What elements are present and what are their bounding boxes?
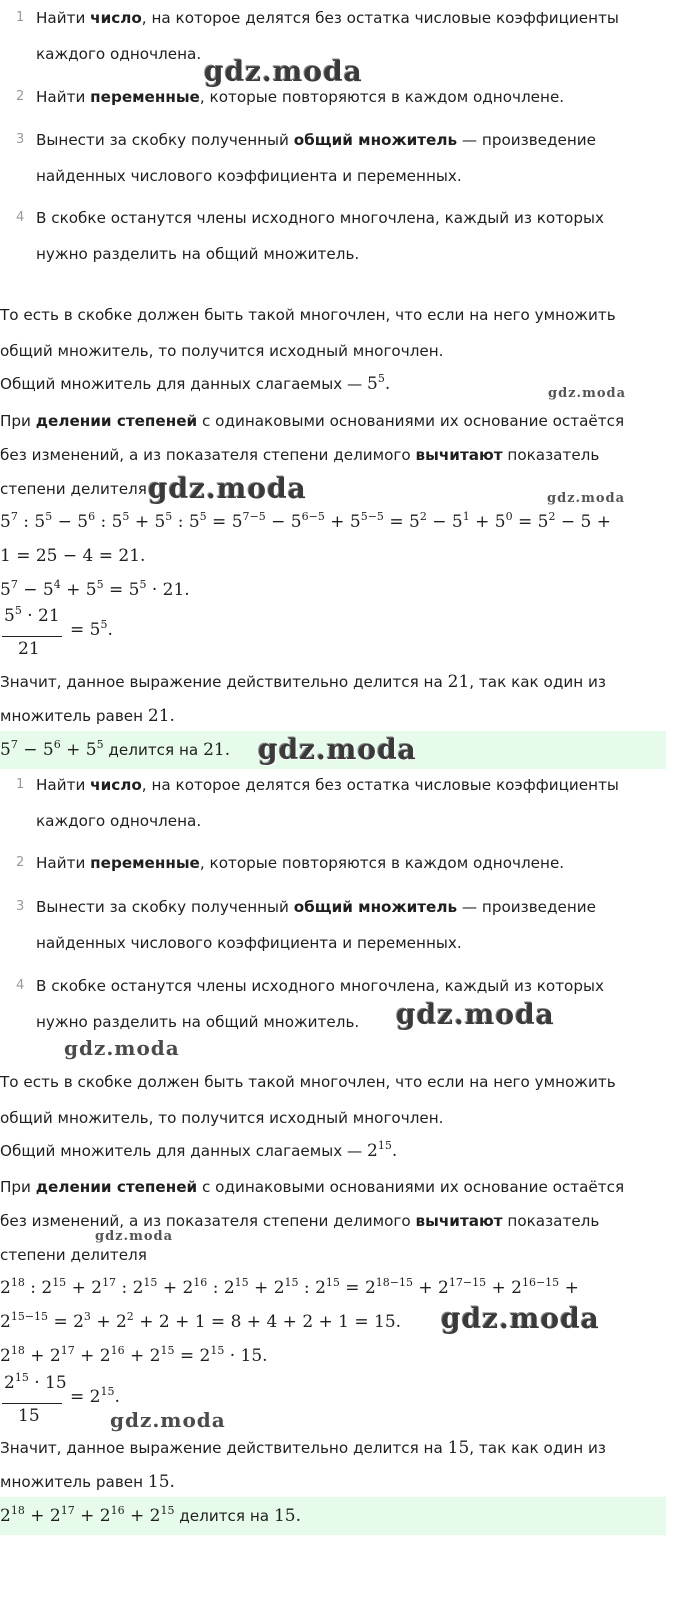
explanation-line: То есть в скобке должен быть такой многочлен, что если на него умножить: [0, 1073, 616, 1091]
common-factor-line: [0, 1141, 397, 1161]
divisor-value: 15.: [147, 1472, 175, 1492]
step-4: [16, 200, 656, 272]
step-text: Найти: [36, 9, 91, 27]
step-4: [16, 968, 656, 1040]
answer-text: делится на: [103, 741, 204, 759]
watermark-logo: gdz.moda: [204, 55, 363, 88]
conclusion-line: [0, 1472, 175, 1492]
conclusion-line: [0, 1438, 606, 1458]
rule-text: с одинаковыми основаниями их основание остаётся: [197, 1178, 625, 1196]
step-number: 2: [16, 89, 25, 104]
fraction-check: $5^5 \cdot 21$ 21 = $5^5$.: [4, 604, 113, 659]
step-bold: переменные: [90, 854, 200, 872]
step-number: 1: [16, 777, 25, 792]
divisor-value: 21.: [147, 706, 175, 726]
step-text: Найти: [36, 854, 91, 872]
watermark-logo: gdz.moda: [396, 998, 555, 1031]
watermark-logo: gdz.moda: [64, 1036, 180, 1060]
step-text: , которые повторяются в каждом одночлене.: [199, 88, 565, 106]
common-factor-value: $2^{15}$.: [367, 1139, 398, 1161]
step-text: В скобке останутся члены исходного многочлена, каждый из которых: [36, 977, 604, 995]
step-text: Вынести за скобку полученный: [36, 131, 294, 149]
step-text: Найти: [36, 88, 91, 106]
watermark-logo: gdz.moda: [548, 386, 627, 401]
step-text: найденных числового коэффициента и переменных.: [36, 167, 462, 185]
factored-expression: $2^{18} + 2^{17} + 2^{16} + 2^{15} = 2^{15} \cdot 15$.: [0, 1344, 268, 1366]
rule-bold: вычитают: [415, 1212, 503, 1230]
step-text: , которые повторяются в каждом одночлене.: [199, 854, 565, 872]
watermark-logo: gdz.moda: [441, 1302, 600, 1335]
step-bold: число: [90, 9, 142, 27]
conclusion-text: , так как один из: [469, 673, 606, 691]
explanation-line: общий множитель, то получится исходный многочлен.: [0, 342, 444, 360]
explanation-line: То есть в скобке должен быть такой многочлен, что если на него умножить: [0, 306, 616, 324]
step-number: 3: [16, 132, 25, 147]
watermark-logo: gdz.moda: [148, 472, 307, 505]
answer-box-2: [0, 1497, 666, 1535]
step-bold: переменные: [90, 88, 200, 106]
answer-divisor: 21.: [203, 740, 231, 760]
step-1: [16, 767, 656, 839]
step-text: — произведение: [457, 898, 597, 916]
step-number: 1: [16, 10, 25, 25]
fraction-check: $2^{15} \cdot 15$ 15 = $2^{15}$.: [4, 1371, 120, 1426]
explanation-line: общий множитель, то получится исходный многочлен.: [0, 1109, 444, 1127]
common-factor-label: Общий множитель для данных слагаемых —: [0, 375, 368, 393]
division-rule-line: [0, 1178, 624, 1196]
answer-expression: $2^{18} + 2^{17} + 2^{16} + 2^{15}$: [0, 1504, 175, 1526]
rule-text: показатель: [502, 446, 600, 464]
conclusion-text: , так как один из: [469, 1439, 606, 1457]
watermark-logo: gdz.moda: [258, 733, 417, 766]
step-3: [16, 122, 656, 194]
computation-line: $2^{15-15} = 2^3 + 2^2 + 2 + 1 = 8 + 4 + 2 + 1 = 15$.: [0, 1310, 402, 1332]
step-text: , на которое делятся без остатка числовые коэффициенты: [141, 776, 619, 794]
rule-text: без изменений, а из показателя степени делимого: [0, 446, 416, 464]
watermark-logo: gdz.moda: [110, 1408, 226, 1432]
rule-bold: делении степеней: [35, 1178, 198, 1196]
divisor-value: 15: [447, 1438, 470, 1458]
common-factor-line: [0, 374, 390, 394]
computation-line: $2^{18}$ : $2^{15} + 2^{17}$ : $2^{15} + 2^{16}$ : $2^{15} + 2^{15}$ : $2^{15} = 2^{18-15} + 2^{17-15} + 2^{16-15}$ +: [0, 1276, 579, 1298]
rule-text: При: [0, 1178, 36, 1196]
conclusion-line: [0, 672, 606, 692]
step-number: 3: [16, 899, 25, 914]
answer-divisor: 15.: [273, 1506, 301, 1526]
division-rule-line: [0, 446, 599, 464]
rule-text: с одинаковыми основаниями их основание остаётся: [197, 412, 625, 430]
step-number: 4: [16, 210, 25, 225]
step-text: каждого одночлена.: [36, 812, 202, 830]
answer-expression: $5^7 - 5^6 + 5^5$: [0, 738, 104, 760]
rule-text: При: [0, 412, 36, 430]
conclusion-text: Значит, данное выражение действительно делится на: [0, 673, 448, 691]
step-text: Найти: [36, 776, 91, 794]
factored-expression: $5^7 - 5^4 + 5^5 = 5^5 \cdot 21$.: [0, 578, 190, 600]
answer-text: делится на: [174, 1507, 274, 1525]
division-rule-line: [0, 412, 624, 430]
step-2: [16, 845, 656, 881]
step-text: нужно разделить на общий множитель.: [36, 1013, 360, 1031]
step-text: В скобке останутся члены исходного многочлена, каждый из которых: [36, 209, 604, 227]
step-text: — произведение: [457, 131, 597, 149]
step-bold: общий множитель: [293, 898, 458, 916]
divisor-value: 21: [447, 672, 470, 692]
computation-line: 1 = 25 − 4 = 21.: [0, 546, 146, 566]
step-number: 4: [16, 978, 25, 993]
step-3: [16, 889, 656, 961]
step-text: нужно разделить на общий множитель.: [36, 245, 360, 263]
step-number: 2: [16, 855, 25, 870]
division-rule-line: степени делителя: [0, 1246, 147, 1264]
conclusion-text: множитель равен: [0, 1473, 148, 1491]
step-bold: общий множитель: [293, 131, 458, 149]
step-text: найденных числового коэффициента и переменных.: [36, 934, 462, 952]
conclusion-text: Значит, данное выражение действительно делится на: [0, 1439, 448, 1457]
rule-text: показатель: [502, 1212, 600, 1230]
division-rule-line: [0, 1212, 599, 1230]
conclusion-line: [0, 706, 175, 726]
watermark-logo: gdz.moda: [547, 491, 626, 506]
common-factor-label: Общий множитель для данных слагаемых —: [0, 1142, 368, 1160]
step-text: , на которое делятся без остатка числовые коэффициенты: [141, 9, 619, 27]
rule-bold: делении степеней: [35, 412, 198, 430]
watermark-logo: gdz.moda: [95, 1229, 174, 1244]
step-bold: число: [90, 776, 142, 794]
division-rule-line: степени делителя: [0, 480, 147, 498]
step-text: Вынести за скобку полученный: [36, 898, 294, 916]
computation-line: $5^7$ : $5^5 - 5^6$ : $5^5 + 5^5$ : $5^5 = 5^{7-5} - 5^{6-5} + 5^{5-5} = 5^2 - 5^1 + 5^0 = 5^2 - 5$ +: [0, 510, 611, 532]
rule-bold: вычитают: [415, 446, 503, 464]
step-text: каждого одночлена.: [36, 45, 202, 63]
common-factor-value: $5^5$.: [367, 372, 391, 394]
conclusion-text: множитель равен: [0, 707, 148, 725]
rule-text: без изменений, а из показателя степени делимого: [0, 1212, 416, 1230]
